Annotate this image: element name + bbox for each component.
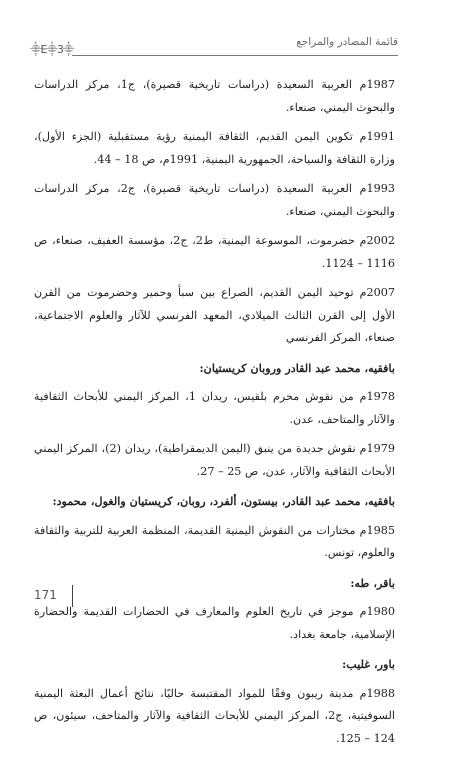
bibliography-entry: 2007م توحيد اليمن القديم، الصراع بين سبأ وحمير وحضرموت من القرن الأول إلى القرن الثالث الميلادي، المعهد الفرنسي للآثار والعلوم الاجتماعية، صنعاء، المركز الفرنسي — [34, 286, 395, 344]
bibliography-entry: 1979م نقوش جديدة من ينبق (اليمن الديمقراطية)، ريدان (2)، المركز اليمني الأبحاث الثقافية والآثار، عدن، ص 25 – 27. — [34, 442, 395, 478]
author-heading: باور، غليب: — [342, 657, 395, 671]
bibliography-entry: 1991م تكوين اليمن القديم، الثقافة اليمنية رؤية مستقبلية (الجزء الأول)، وزارة الثقافة والسياحة، الجمهورية اليمنية، 1991م، ص 18 – 44. — [34, 130, 395, 166]
header-ornament-icon: ⸎3⸎E⸎ — [30, 43, 74, 56]
page-footer — [34, 585, 104, 607]
bibliography-entry: 2002م حضرموت، الموسوعة اليمنية، ط2، ج2، مؤسسة العفيف، صنعاء، ص 1116 – 1124. — [34, 234, 396, 270]
header-title: قائمة المصادر والمراجع — [296, 36, 398, 48]
author-heading: بافقيه، محمد عبد القادر وروبان كريستيان: — [199, 360, 395, 375]
bibliography-list — [34, 74, 395, 757]
bibliography-entry: 1988م مدينة ريبون وفقًا للمواد المقتبسة حاليًا، نتائج أعمال البعثة اليمنية السوفيتية، ج2، المركز اليمني للأبحاث الثقافية والآثار والمتاحف، سيئون، ص 124 – 125. — [34, 686, 395, 745]
bibliography-entry: 1980م موجز في تاريخ العلوم والمعارف في الحضارات القديمة والحضارة الإسلامية، جامعة بغداد. — [34, 605, 395, 641]
page-number-rule — [72, 585, 73, 607]
header-rule — [72, 55, 398, 56]
author-heading: باقر، طه: — [350, 575, 395, 590]
page-number: 171 — [34, 588, 57, 602]
bibliography-entry: 1987م العربية السعيدة (دراسات تاريخية قصيرة)، ج1، مركز الدراسات والبحوث اليمني، صنعاء. — [34, 78, 396, 114]
bibliography-entry: 1993م العربية السعيدة (دراسات تاريخية قصيرة)، ج2، مركز الدراسات والبحوث اليمني، صنعاء. — [34, 182, 396, 218]
bibliography-entry: 1978م من نقوش محرم بلقيس، ريدان 1، المركز اليمني للأبحاث الثقافية والآثار والمتاحف، عدن. — [34, 390, 395, 426]
bibliography-entry: 1985م مختارات من النقوش اليمنية القديمة، المنظمة العربية للتربية والثقافة والعلوم، تونس. — [34, 523, 395, 559]
page-header — [30, 36, 398, 60]
author-heading: بافقيه، محمد عبد القادر، بيستون، ألفرد، روبان، كريستيان والغول، محمود: — [52, 494, 395, 508]
